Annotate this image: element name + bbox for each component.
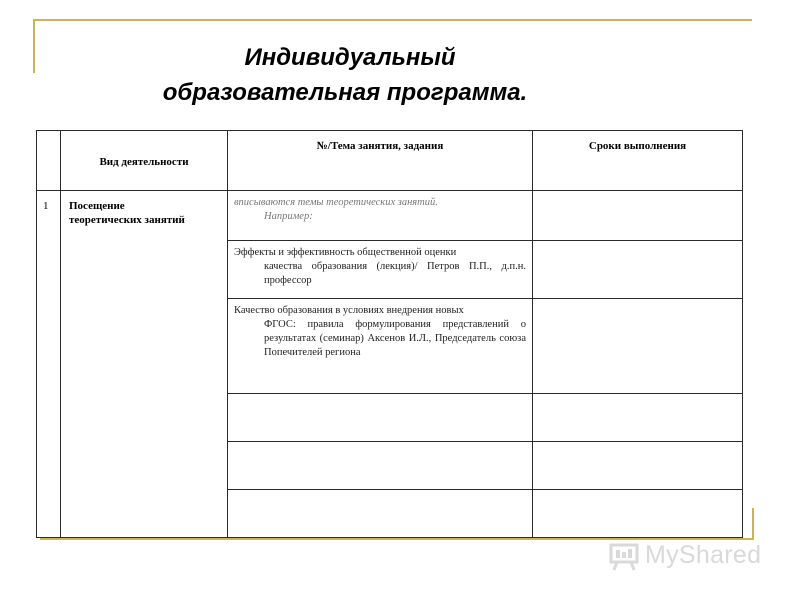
topic-text-first-line: вписываются темы теоретических занятий. [234,197,438,209]
activity-cell [61,191,228,538]
deadline-cell [533,393,743,441]
header-num-cell [37,131,61,191]
deadline-cell [533,489,743,537]
deadline-cell [533,299,743,393]
presentation-board-icon [607,538,641,572]
topic-cell [228,441,533,489]
table-row [37,191,743,241]
header-deadline-cell [533,131,743,191]
topic-cell [228,241,533,299]
myshared-watermark [607,537,767,573]
frame-top-line [33,19,752,21]
topic-cell [228,299,533,393]
topic-text [228,241,532,288]
frame-right-line [752,508,754,540]
topic-text-rest: Например: [264,211,313,223]
topic-text-rest: качества образования (лекция)/ Петров П.П., д.п.н. профессор [264,261,526,287]
program-table [36,130,743,538]
page-title-line-2: образовательная программа. [162,79,528,106]
row-number-cell: 1 [37,191,61,538]
topic-text-first-line: Качество образования в условиях внедрения новых [234,305,464,317]
deadline-cell [533,191,743,241]
activity-label: Посещение теоретических занятий [69,200,185,227]
topic-text-first-line: Эффекты и эффективность общественной оценки [234,247,457,259]
topic-cell [228,489,533,537]
topic-cell [228,191,533,241]
topic-text [228,299,532,360]
deadline-cell [533,241,743,299]
watermark-text: MyShared [645,540,762,569]
header-topic-cell [228,131,533,191]
topic-text-rest: ФГОС: правила формулирования представлений о результатах (семинар) Аксенов И.Л., Председатель союза Попечителей региона [264,319,526,359]
header-activity-label: Вид деятельности [99,156,189,168]
header-row [37,131,743,191]
header-deadline-label: Сроки выполнения [588,140,687,152]
topic-text [228,191,532,224]
topic-cell [228,393,533,441]
frame-left-line [33,19,35,73]
header-activity-cell [61,131,228,191]
page-title-line-1: Индивидуальный [244,44,456,71]
header-topic-label: №/Тема занятия, задания [316,140,444,152]
deadline-cell [533,441,743,489]
